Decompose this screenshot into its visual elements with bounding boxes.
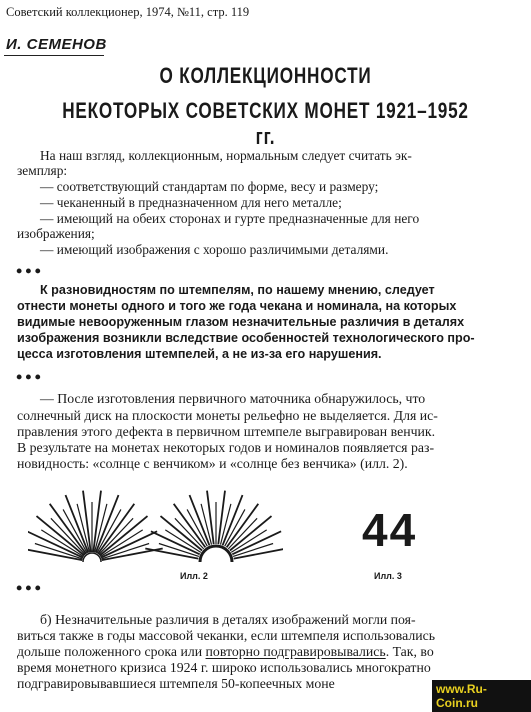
illustration-3-number: 44 <box>362 504 418 556</box>
bottom-line: время монетного кризиса 1924 г. широко использовались многократно <box>17 660 431 675</box>
intro-line: изображения; <box>17 226 95 241</box>
para-line: правления этого дефекта в первичном штемпеле выгравирован венчик. <box>17 424 436 439</box>
source-citation: Советский коллекционер, 1974, №11, стр. 119 <box>6 5 250 19</box>
intro-line: — чеканенный в предназначенном для него металле; <box>40 195 342 210</box>
bottom-line: б) Незначительные различия в деталях изображений могли поя- <box>40 612 416 627</box>
sun-ray <box>99 518 133 554</box>
bottom-line: подгравировывавшиеся штемпеля 50-копеечных моне <box>17 676 335 691</box>
article-title-line-1: О КОЛЛЕКЦИОННОСТИ <box>159 63 372 88</box>
site-watermark: www.Ru-Coin.ru <box>432 680 531 712</box>
author-underline <box>4 55 104 56</box>
sun-halo <box>200 546 232 562</box>
sun-ray <box>218 491 225 544</box>
intro-line: — имеющий на обеих сторонах и гурте предназначенные для него <box>40 211 420 226</box>
sun-rays-without-halo <box>145 491 283 562</box>
sun-ray <box>207 491 214 544</box>
sun-disk-edge <box>83 553 101 562</box>
intro-line: — имеющий изображения с хорошо различимыми деталями. <box>40 242 389 257</box>
para-line: — После изготовления первичного маточника обнаружилось, что <box>40 391 426 406</box>
para-line: солнечный диск на плоскости монеты рельефно не выделяется. Для ис- <box>17 408 438 423</box>
illustration-3-caption: Илл. 3 <box>374 571 402 581</box>
illustration-sun-rays <box>28 478 283 568</box>
section-separator: ••• <box>16 367 44 387</box>
section-separator: ••• <box>16 261 44 281</box>
underlined-phrase: повторно подгравировывались <box>205 644 386 659</box>
bottom-line: дольше положенного срока или повторно подгравировывались. Так, во <box>17 644 434 659</box>
para-line: В результате на монетах некоторых годов и номиналов появляется раз- <box>17 440 435 455</box>
section-separator: ••• <box>16 578 44 598</box>
intro-line: На наш взгляд, коллекционным, нормальным следует считать эк- <box>40 148 412 163</box>
bold-line: К разновидностям по штемпелям, по нашему мнению, следует <box>40 283 435 297</box>
para-line: новидность: «солнце с венчиком» и «солнце без венчика» (илл. 2). <box>17 456 408 471</box>
intro-line: земпляр: <box>17 163 68 178</box>
sun-ray <box>101 531 157 557</box>
article-title-line-2: НЕКОТОРЫХ СОВЕТСКИХ МОНЕТ 1921–1952 гг. <box>62 98 469 149</box>
intro-line: — соответствующий стандартам по форме, весу и размеру; <box>40 179 379 194</box>
bold-line: отнести монеты одного и того же года чекана и номинала, на которых <box>17 299 457 313</box>
bold-line: видимые невооруженным глазом незначительные различия в деталях <box>17 315 465 329</box>
bold-line: цесса изготовления штемпелей, а не из-за его нарушения. <box>17 347 382 361</box>
bottom-line: виться также в годы массовой чеканки, если штемпеля использовались <box>17 628 436 643</box>
sun-ray <box>51 518 85 554</box>
author-name: И. СЕМЕНОВ <box>6 36 107 53</box>
illustration-2-caption: Илл. 2 <box>180 571 208 581</box>
bold-line: изображения возникли вследствие особенностей технологического про- <box>17 331 475 345</box>
sun-rays-with-halo <box>28 491 163 562</box>
